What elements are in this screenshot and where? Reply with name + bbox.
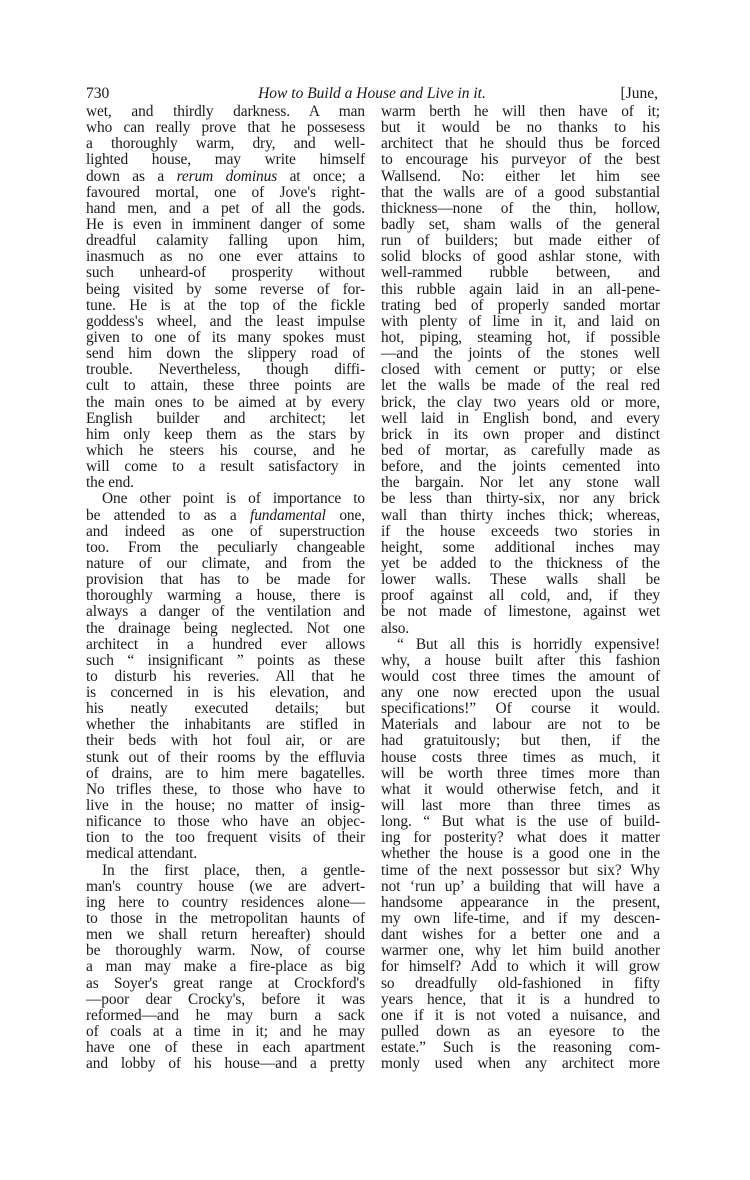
italic-phrase: fundamental: [250, 506, 326, 524]
text-line: lower walls. These walls shall be: [381, 571, 660, 589]
text-line: of drains, are to him mere bagatelles.: [86, 764, 365, 782]
right-column: [381, 104, 660, 1072]
text-line: “ But all this is horridly expensive!: [397, 635, 660, 653]
text-line: a thoroughly warm, dry, and well-: [86, 135, 365, 153]
text-line: such unheard-of prosperity without: [86, 264, 365, 282]
text-line: being visited by some reverse of for-: [86, 280, 365, 298]
text-line: nificance to those who have an objec-: [86, 813, 365, 831]
text-line: well-rammed rubble between, and: [381, 264, 660, 282]
text-line: proof against all cold, and, if they: [381, 587, 660, 605]
text-line: before, and the joints cemented into: [381, 458, 660, 476]
text-line: so dreadfully old-fashioned in fifty: [381, 974, 660, 992]
text-line: to disturb his reveries. All that he: [86, 667, 365, 685]
text-line: provision that has to be made for: [86, 571, 365, 589]
text-line: any one now erected upon the usual: [381, 684, 660, 702]
text-line: stunk out of their rooms by the effluvia: [86, 748, 365, 766]
text-line: be thoroughly warm. Now, of course: [86, 942, 365, 960]
text-line: to those in the metropolitan haunts of: [86, 910, 365, 928]
text-line: brick in its own proper and distinct: [381, 425, 660, 443]
text-line: wall than thirty inches thick; whereas,: [381, 506, 660, 524]
text-line: who can really prove that he possesess: [86, 119, 365, 137]
text-line: the bargain. Nor let any stone wall: [381, 474, 660, 492]
text-line: tion to the too frequent visits of their: [86, 829, 365, 847]
text-line: a man may make a fire-place as big: [86, 958, 365, 976]
text-line: will come to a result satisfactory in: [86, 458, 365, 476]
text-line: too. From the peculiarly changeable: [86, 538, 365, 556]
italic-phrase: rerum dominus: [176, 167, 278, 185]
text-line: live in the house; no matter of insig-: [86, 797, 365, 815]
text-line: —poor dear Crocky's, before it was: [86, 990, 365, 1008]
text-line: hot, piping, steaming hot, if possible: [381, 328, 660, 346]
text-line: of coals at a time in it; and he may: [86, 1023, 365, 1041]
text-line: as Soyer's great range at Crockford's: [86, 974, 365, 992]
text-line: him only keep them as the stars by: [86, 425, 365, 443]
text-line: thoroughly warming a house, there is: [86, 587, 365, 605]
text-line: estate.” Such is the reasoning com-: [381, 1039, 660, 1057]
text-line: specifications!” Of course it would.: [381, 700, 660, 718]
text-line: ing for posterity? what does it matter: [381, 829, 660, 847]
text-line: favoured mortal, one of Jove's right-: [86, 183, 365, 201]
text-line: brick, the clay two years old or more,: [381, 393, 660, 411]
text-line: wet, and thirdly darkness. A man: [86, 103, 365, 120]
text-line: that the walls are of a good substantial: [381, 183, 660, 201]
text-line: monly used when any architect more: [381, 1055, 660, 1073]
text-line: run of builders; but made either of: [381, 232, 660, 250]
text-line: down as a rerum dominus at once; a: [86, 167, 365, 185]
text-line: nature of our climate, and from the: [86, 554, 365, 572]
text-line: trouble. Nevertheless, though diffi-: [86, 361, 365, 379]
text-line: will last more than three times as: [381, 797, 660, 815]
text-line: not ‘run up’ a building that will have a: [381, 877, 660, 895]
text-line: had gratuitously; but then, if the: [381, 732, 660, 750]
text-line: given to one of its many spokes must: [86, 328, 365, 346]
text-line: the main ones to be aimed at by every: [86, 393, 365, 411]
text-line: height, some additional inches may: [381, 538, 660, 556]
text-line: house costs three times as much, it: [381, 748, 660, 766]
text-line: years hence, that it is a hundred to: [381, 990, 660, 1008]
left-column: [86, 104, 365, 1072]
text-line: which he steers his course, and he: [86, 441, 365, 459]
text-line: this rubble again laid in an all-pene-: [381, 280, 660, 298]
running-title: How to Build a House and Live in it.: [258, 85, 486, 102]
text-line: be not made of limestone, against wet: [381, 603, 660, 621]
text-line: whether the inhabitants are stifled in: [86, 716, 365, 734]
text-line: what it would otherwise fetch, and it: [381, 780, 660, 798]
text-line: ing here to country residences alone—: [86, 893, 365, 911]
text-line: to encourage his purveyor of the best: [381, 151, 660, 169]
text-line: tune. He is at the top of the fickle: [86, 296, 365, 314]
text-line: hand men, and a pet of all the gods.: [86, 199, 365, 217]
text-line: be attended to as a fundamental one,: [86, 506, 365, 524]
text-line: long. “ But what is the use of build-: [381, 813, 660, 831]
text-line: man's country house (we are advert-: [86, 877, 365, 895]
text-line: why, a house built after this fashion: [381, 651, 660, 669]
text-line: always a danger of the ventilation and: [86, 603, 365, 621]
text-line: closed with cement or putty; or else: [381, 361, 660, 379]
running-head: [86, 84, 658, 104]
text-line: trating bed of properly sanded mortar: [381, 296, 660, 314]
text-line: —and the joints of the stones well: [381, 345, 660, 363]
text-line: One other point is of importance to: [102, 490, 365, 508]
text-line: but it would be no thanks to his: [381, 119, 660, 137]
text-line: lighted house, may write himself: [86, 151, 365, 169]
page-number: 730: [86, 85, 110, 102]
text-line: and lobby of his house—and a pretty: [86, 1055, 365, 1073]
text-line: pulled down as an eyesore to the: [381, 1023, 660, 1041]
text-line: reformed—and he may burn a sack: [86, 1006, 365, 1024]
text-line: bed of mortar, as carefully made as: [381, 441, 660, 459]
text-line: if the house exceeds two stories in: [381, 522, 660, 540]
text-line: my own life-time, and if my descen-: [381, 910, 660, 928]
text-line: warmer one, why let him build another: [381, 942, 660, 960]
text-line: with plenty of lime in it, and laid on: [381, 312, 660, 330]
text-line: will be worth three times more than: [381, 764, 660, 782]
text-line: badly set, sham walls of the general: [381, 215, 660, 233]
text-line: would cost three times the amount of: [381, 667, 660, 685]
issue-month: [June,: [620, 85, 658, 102]
text-line: In the first place, then, a gentle-: [102, 861, 365, 879]
text-line: thickness—none of the thin, hollow,: [381, 199, 660, 217]
text-line: cult to attain, these three points are: [86, 377, 365, 395]
text-line: English builder and architect; let: [86, 409, 365, 427]
text-line: and indeed as one of superstruction: [86, 522, 365, 540]
text-line: warm berth he will then have of it;: [381, 103, 660, 120]
text-line: Wallsend. No: either let him see: [381, 167, 660, 185]
text-line: such “ insignificant ” points as these: [86, 651, 365, 669]
text-line: architect in a hundred ever allows: [86, 635, 365, 653]
text-line: He is even in imminent danger of some: [86, 215, 365, 233]
text-line: handsome appearance in the present,: [381, 893, 660, 911]
text-line: let the walls be made of the real red: [381, 377, 660, 395]
text-line: is concerned in is his elevation, and: [86, 684, 365, 702]
text-line: for himself? Add to which it will grow: [381, 958, 660, 976]
text-line: their beds with hot foul air, or are: [86, 732, 365, 750]
text-line: have one of these in each apartment: [86, 1039, 365, 1057]
text-line: time of the next possessor but six? Why: [381, 861, 660, 879]
text-line: his neatly executed details; but: [86, 700, 365, 718]
text-line: also.: [381, 619, 410, 637]
text-line: be less than thirty-six, nor any brick: [381, 490, 660, 508]
text-line: goddess's wheel, and the least impulse: [86, 312, 365, 330]
text-line: inasmuch as no one ever attains to: [86, 248, 365, 266]
text-line: dreadful calamity falling upon him,: [86, 232, 365, 250]
text-line: well laid in English bond, and every: [381, 409, 660, 427]
text-line: the drainage being neglected. Not one: [86, 619, 365, 637]
text-line: send him down the slippery road of: [86, 345, 365, 363]
text-line: whether the house is a good one in the: [381, 845, 660, 863]
text-line: medical attendant.: [86, 845, 198, 863]
text-line: one if it is not voted a nuisance, and: [381, 1006, 660, 1024]
text-line: dant wishes for a better one and a: [381, 926, 660, 944]
text-line: architect that he should thus be forced: [381, 135, 660, 153]
text-line: Materials and labour are not to be: [381, 716, 660, 734]
text-line: yet be added to the thickness of the: [381, 554, 660, 572]
text-line: solid blocks of good ashlar stone, with: [381, 248, 660, 266]
text-line: the end.: [86, 474, 134, 492]
text-line: No trifles these, to those who have to: [86, 780, 365, 798]
text-line: men we shall return hereafter) should: [86, 926, 365, 944]
